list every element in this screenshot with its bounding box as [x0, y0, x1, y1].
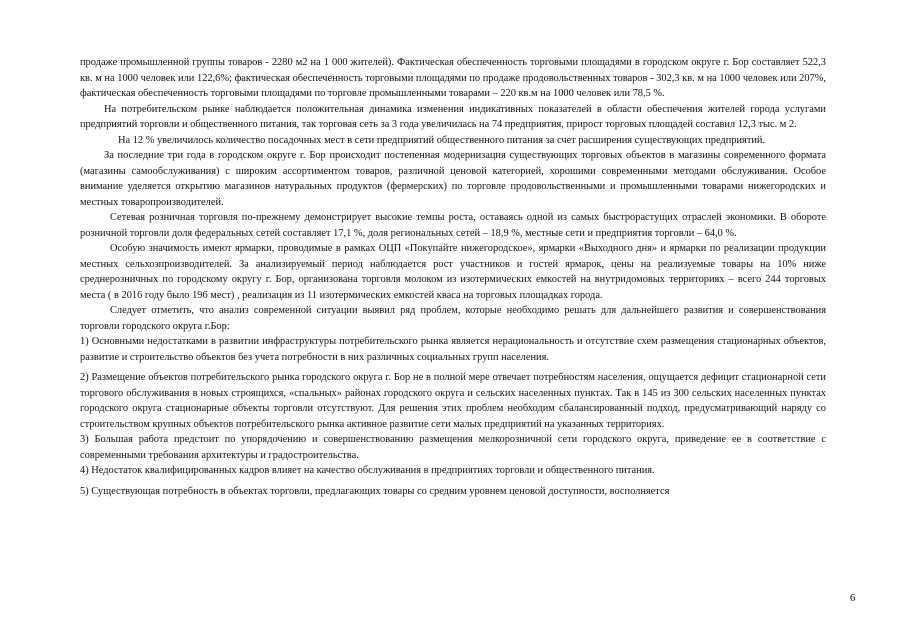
paragraph-modernization: За последние три года в городском округе г. Бор происходит постепенная модернизация существующих торговых объектов в магазины современного формата (магазины самообслуживания) с широким ассортиментом товаров, различной ценовой категорией, хорошими современными методами обслуживания. Особое внимание уделяется открытию магазинов натуральных продуктов (фермерских) по торговле продовольственными и промышленными товарами нижегородских и местных товаропроизводителей. — [80, 150, 826, 208]
list-item-problem-2: 2) Размещение объектов потребительского рынка городского округа г. Бор не в полной мере отвечает потребностям населения, ощущается дефицит стационарной сети торгового обслуживания в новых строящихся, «спальных» районах городского округа и сельских населенных пунктах. Так в 145 из 300 сельских населенных пунктах городского округа стационарные объекты торговли отсутствуют. Для решения этих проблем необходим сбалансированный подход, предусматривающий наряду со строительством крупных объектов потребительского рынка активное развитие сети малых предприятий на указанных территориях. — [80, 372, 826, 430]
list-item-problem-5: 5) Существующая потребность в объектах торговли, предлагающих товары со средним уровнем ценовой доступности, восполняется — [80, 485, 670, 497]
document-body — [80, 55, 826, 499]
paragraph-fairs: Особую значимость имеют ярмарки, проводимые в рамках ОЦП «Покупайте нижегородское», ярмарки «Выходного дня» и ярмарки по реализации продукции местных сельхозпроизводителей. За анализируемый период наблюдается рост участников и гостей ярмарок, цены на реализуемые товары на 10% ниже среднерозничных по городскому округу г. Бор, организована торговля молоком из изотермических емкостей на внутридомовых территориях – всего 244 торговых места ( в 2016 году было 196 мест) , реализация из 11 изотермических емкостей кваса на торговых площадках города. — [80, 243, 826, 301]
paragraph-trade-area-provision: продаже промышленной группы товаров - 2280 м2 на 1 000 жителей). Фактическая обеспеченность торговыми площадями в городском округе г. Бор составляет 522,3 кв. м на 1000 человек или 122,6%; фактическая обеспеченность торговыми площадями по продаже продовольственных товаров - 302,3 кв. м на 1000 человек или 207%, фактическая обеспеченность торговыми площадями по торговле промышленными товарами – 220 кв.м на 1000 человек или 78,5 %. — [80, 57, 826, 99]
list-item-problem-3: 3) Большая работа предстоит по упорядочению и совершенствованию размещения мелкорозничной сети городского округа, приведение ее в соответствие с современными требования архитектуры и градостроительства. — [80, 434, 826, 461]
paragraph-catering-seats: На 12 % увеличилось количество посадочных мест в сети предприятий общественного питания за счет расширения существующих предприятий. — [118, 134, 766, 146]
list-item-problem-4: 4) Недостаток квалифицированных кадров влияет на качество обслуживания в предприятиях торговли и общественного питания. — [80, 465, 655, 476]
list-item-problem-1: 1) Основными недостатками в развитии инфраструктуры потребительского рынка является нерациональность и отсутствие схем размещения стационарных объектов, развитие и строительство объектов без учета потребности в них различных социальных групп населения. — [80, 336, 826, 363]
paragraph-consumer-market-dynamics: На потребительском рынке наблюдается положительная динамика изменения индикативных показателей в области обеспечения жителей города услугами предприятий торговли и общественного питания, так торговая сеть за 3 года увеличилась на 74 предприятия, прирост торговых площадей составил 12,3 тыс. м 2. — [80, 103, 826, 130]
paragraph-retail-chains: Сетевая розничная торговля по-прежнему демонстрирует высокие темпы роста, оставаясь одной из самых быстрорастущих отраслей экономики. В обороте розничной торговли доля федеральных сетей составляет 17,1 %, доля региональных сетей – 18,9 %, местные сети и предприятия торговли – 64,0 %. — [80, 212, 826, 239]
page-number: 6 — [850, 593, 856, 604]
paragraph-problems-intro: Следует отметить, что анализ современной ситуации выявил ряд проблем, которые необходимо решать для дальнейшего развития и совершенствования торговли городского округа г.Бор: — [80, 305, 826, 332]
